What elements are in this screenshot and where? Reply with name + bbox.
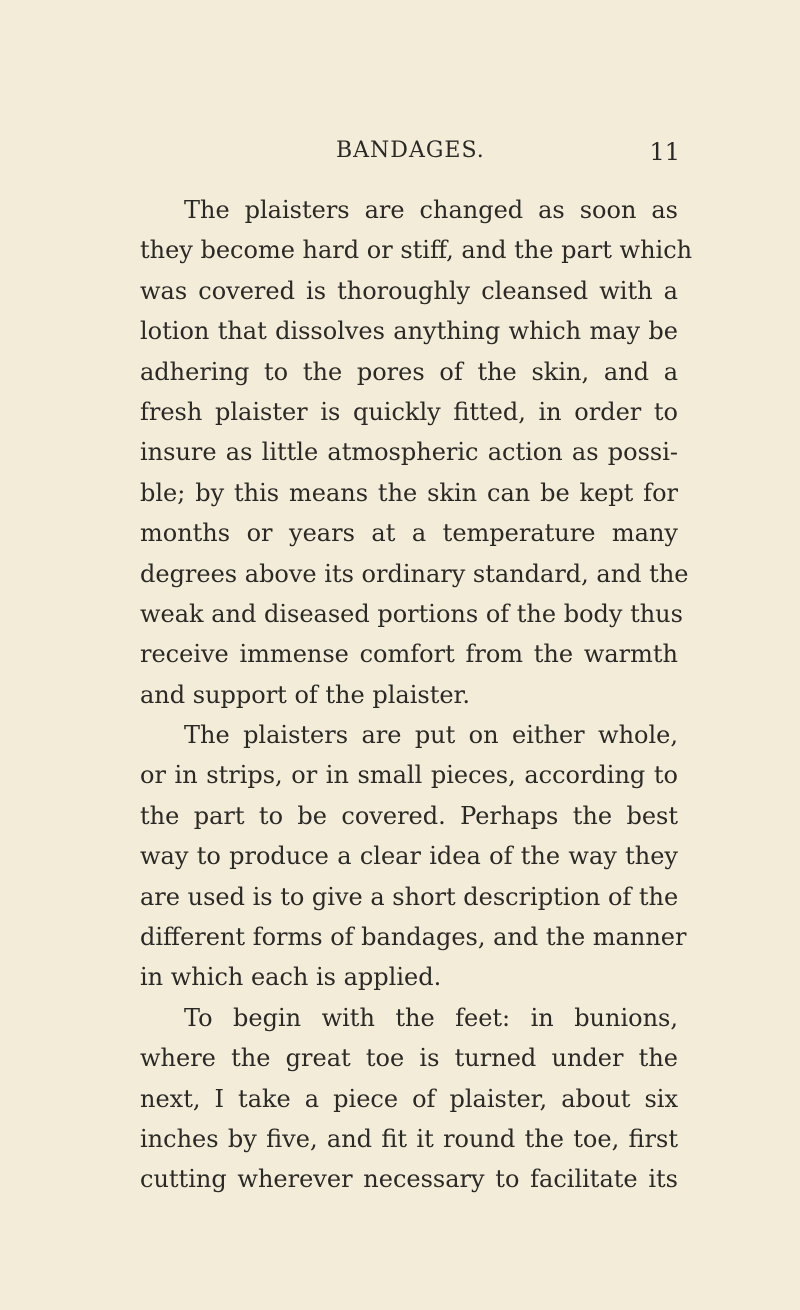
- text-line: and support of the plaister.: [140, 680, 470, 709]
- text-line: months or years at a temperature many: [140, 519, 678, 548]
- text-line: was covered is thoroughly cleansed with a: [140, 276, 678, 305]
- text-line: way to produce a clear idea of the way they: [140, 842, 678, 871]
- text-line: different forms of bandages, and the manner: [140, 923, 687, 952]
- running-title: BANDAGES.: [336, 138, 485, 163]
- text-line: fresh plaister is quickly fitted, in order to: [140, 397, 678, 426]
- text-line: in which each is applied.: [140, 963, 442, 992]
- running-head: [140, 138, 680, 172]
- text-line: lotion that dissolves anything which may be: [140, 317, 678, 346]
- text-line: are used is to give a short description of the: [140, 882, 679, 911]
- text-line: next, I take a piece of plaister, about six: [140, 1084, 678, 1113]
- body-text: [140, 190, 693, 1200]
- text-line: weak and diseased portions of the body thus: [140, 599, 683, 628]
- text-line: cutting wherever necessary to facilitate its: [140, 1165, 678, 1194]
- text-line: degrees above its ordinary standard, and the: [140, 559, 689, 588]
- text-line: The plaisters are changed as soon as: [184, 196, 678, 224]
- text-line: the part to be covered. Perhaps the best: [140, 801, 678, 830]
- text-line: receive immense comfort from the warmth: [140, 640, 678, 669]
- text-line: they become hard or stiff, and the part which: [140, 236, 693, 265]
- text-line: The plaisters are put on either whole,: [184, 721, 678, 750]
- text-line: where the great toe is turned under the: [140, 1044, 678, 1073]
- text-line: To begin with the feet: in bunions,: [184, 1003, 678, 1032]
- page-number: 11: [649, 138, 680, 166]
- text-line: adhering to the pores of the skin, and a: [140, 357, 678, 386]
- text-line: ble; by this means the skin can be kept for: [140, 478, 678, 507]
- text-line: or in strips, or in small pieces, according to: [140, 761, 678, 790]
- text-line: insure as little atmospheric action as possi-: [140, 438, 678, 467]
- text-line: inches by five, and fit it round the toe, first: [140, 1124, 678, 1153]
